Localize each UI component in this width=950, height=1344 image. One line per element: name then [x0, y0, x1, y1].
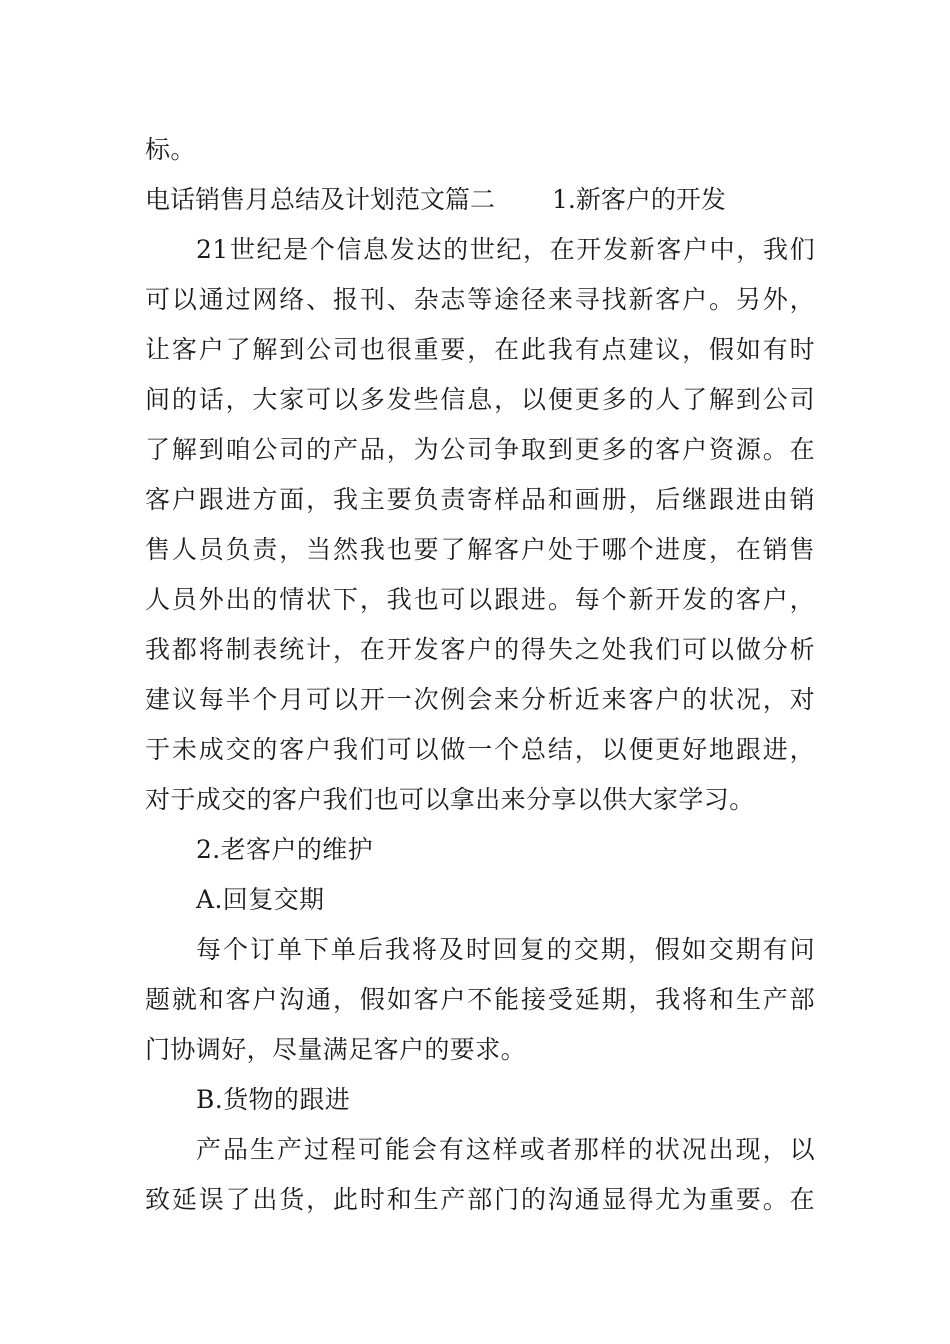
paragraph-line: 售人员负责，当然我也要了解客户处于哪个进度，在销售 [145, 535, 815, 564]
paragraph-line: 间的话，大家可以多发些信息，以便更多的人了解到公司 [145, 385, 815, 414]
paragraph-line: 建议每半个月可以开一次例会来分析近来客户的状况，对 [145, 685, 815, 714]
paragraph-line: 于未成交的客户我们可以做一个总结，以便更好地跟进， [145, 735, 815, 764]
paragraph-line: 对于成交的客户我们也可以拿出来分享以供大家学习。 [145, 785, 755, 814]
paragraph-line: 了解到咱公司的产品，为公司争取到更多的客户资源。在 [145, 435, 815, 464]
section-heading-old-customers: 2.老客户的维护 [196, 835, 374, 864]
paragraph-line: 产品生产过程可能会有这样或者那样的状况出现，以 [196, 1135, 815, 1164]
document-title: 电话销售月总结及计划范文篇二 [145, 185, 496, 214]
subheading-goods-followup: B.货物的跟进 [196, 1085, 351, 1114]
paragraph-line: 致延误了出货，此时和生产部门的沟通显得尤为重要。在 [145, 1185, 815, 1214]
title-row [145, 180, 815, 220]
paragraph-line: 题就和客户沟通，假如客户不能接受延期，我将和生产部 [145, 985, 815, 1014]
paragraph-line: 我都将制表统计，在开发客户的得失之处我们可以做分析 [145, 635, 815, 664]
continuation-text: 标。 [145, 135, 196, 164]
paragraph-line: 人员外出的情状下，我也可以跟进。每个新开发的客户， [145, 585, 815, 614]
paragraph-line: 让客户了解到公司也很重要，在此我有点建议，假如有时 [145, 335, 815, 364]
paragraph-line: 门协调好，尽量满足客户的要求。 [145, 1035, 527, 1064]
paragraph-line: 客户跟进方面，我主要负责寄样品和画册，后继跟进由销 [145, 485, 815, 514]
paragraph-line: 可以通过网络、报刊、杂志等途径来寻找新客户。另外， [145, 285, 815, 314]
paragraph-line: 21世纪是个信息发达的世纪，在开发新客户中，我们 [196, 235, 815, 264]
paragraph-line: 每个订单下单后我将及时回复的交期，假如交期有问 [196, 935, 815, 964]
subheading-delivery-reply: A.回复交期 [196, 885, 325, 914]
section-heading-new-customers: 1.新客户的开发 [552, 185, 726, 214]
